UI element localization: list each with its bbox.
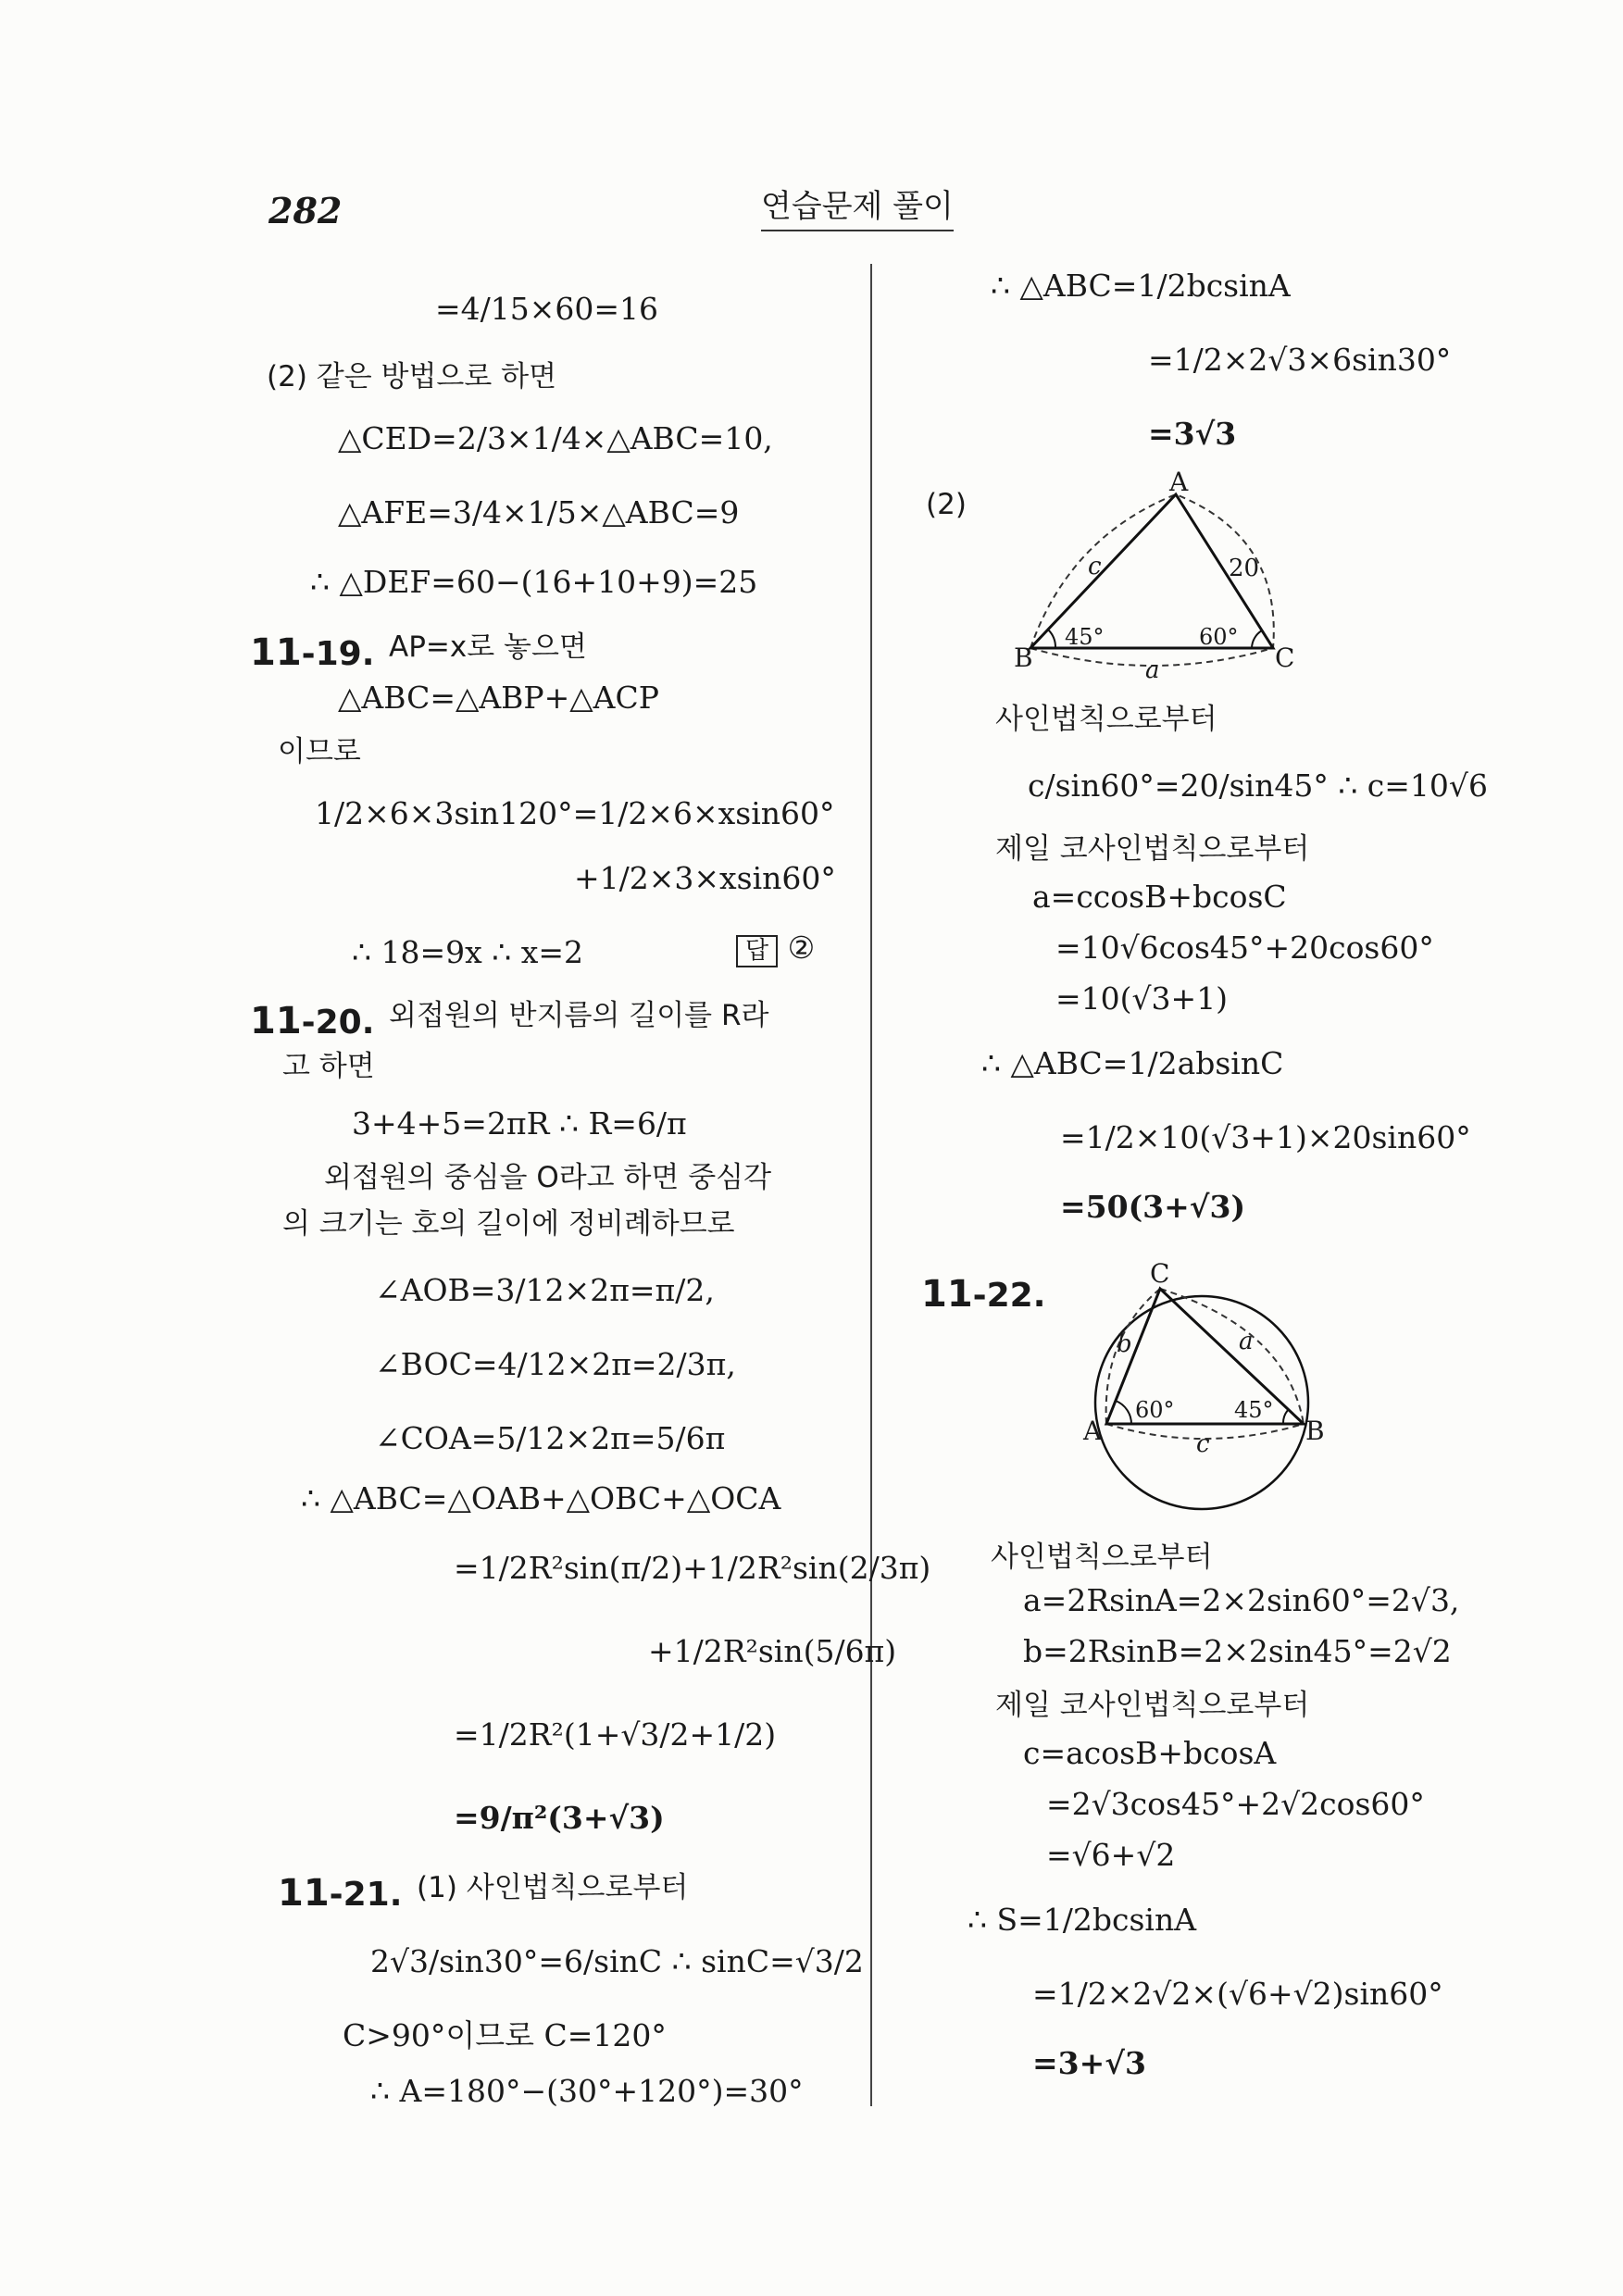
- triangle-figure-1: [1014, 467, 1310, 685]
- line: ∴ △ABC=1/2absinC: [981, 1045, 1284, 1081]
- line: =4/15×60=16: [435, 291, 659, 327]
- line: (2) 같은 방법으로 하면: [267, 360, 557, 393]
- line: =10(√3+1): [1055, 980, 1229, 1017]
- line: ∠COA=5/12×2π=5/6π: [375, 1420, 726, 1456]
- line: 제일 코사인법칙으로부터: [995, 832, 1310, 866]
- line: ∴ △DEF=60−(16+10+9)=25: [310, 564, 758, 600]
- angle-b-label: 45°: [1234, 1397, 1274, 1423]
- problem-number-11-21: 11-21.: [278, 1872, 403, 1915]
- line: 사인법칙으로부터: [991, 1541, 1213, 1574]
- line: 3+4+5=2πR ∴ R=6/π: [352, 1105, 687, 1142]
- line: 의 크기는 호의 길이에 정비례하므로: [282, 1207, 735, 1241]
- line: 2√3/sin30°=6/sinC ∴ sinC=√3/2: [370, 1943, 864, 1979]
- line: =1/2R²sin(π/2)+1/2R²sin(2/3π): [454, 1550, 931, 1586]
- line: ∴ 18=9x ∴ x=2: [352, 934, 583, 970]
- line: ∴ A=180°−(30°+120°)=30°: [370, 2073, 804, 2109]
- line: 1/2×6×3sin120°=1/2×6×xsin60°: [315, 795, 835, 831]
- line: a=ccosB+bcosC: [1032, 879, 1287, 915]
- problem-number-11-19: 11-19.: [250, 631, 375, 674]
- line: 외접원의 중심을 O라고 하면 중심각: [324, 1161, 772, 1194]
- vertex-b-label: B: [1305, 1416, 1325, 1446]
- line: a=2RsinA=2×2sin60°=2√3,: [1023, 1582, 1460, 1618]
- page-title: 연습문제 풀이: [761, 181, 954, 231]
- side-c-label: c: [1088, 553, 1102, 580]
- line: =√6+√2: [1046, 1837, 1176, 1873]
- line: =9/π²(3+√3): [454, 1800, 665, 1836]
- angle-b-label: 45°: [1065, 624, 1105, 650]
- line: △ABC=△ABP+△ACP: [338, 680, 659, 716]
- line: 제일 코사인법칙으로부터: [995, 1689, 1310, 1722]
- line: +1/2×3×xsin60°: [574, 860, 836, 896]
- angle-a-label: 60°: [1135, 1397, 1175, 1423]
- line: △AFE=3/4×1/5×△ABC=9: [338, 494, 740, 530]
- vertex-c-label: C: [1150, 1258, 1170, 1289]
- line: C>90°이므로 C=120°: [343, 2017, 667, 2053]
- line: b=2RsinB=2×2sin45°=2√2: [1023, 1633, 1452, 1669]
- line: c/sin60°=20/sin45° ∴ c=10√6: [1028, 767, 1488, 804]
- line: +1/2R²sin(5/6π): [648, 1633, 897, 1669]
- line: ∴ S=1/2bcsinA: [968, 1902, 1197, 1938]
- line: ∠AOB=3/12×2π=π/2,: [375, 1272, 715, 1308]
- answer-box: 답 ②: [736, 930, 815, 967]
- side-a-label: a: [1145, 656, 1160, 684]
- line: ∠BOC=4/12×2π=2/3π,: [375, 1346, 736, 1382]
- vertex-a-label: A: [1169, 467, 1189, 497]
- line: =3√3: [1148, 416, 1237, 452]
- line: =1/2×2√3×6sin30°: [1148, 342, 1452, 378]
- vertex-c-label: C: [1275, 643, 1295, 673]
- line: =2√3cos45°+2√2cos60°: [1046, 1786, 1425, 1822]
- line: =50(3+√3): [1060, 1189, 1246, 1225]
- line: =10√6cos45°+20cos60°: [1055, 930, 1434, 966]
- problem-number-11-22: 11-22.: [921, 1273, 1046, 1316]
- line: =1/2×10(√3+1)×20sin60°: [1060, 1119, 1471, 1155]
- angle-c-label: 60°: [1199, 624, 1239, 650]
- side-b-label: 20: [1229, 555, 1260, 582]
- side-a-label: a: [1239, 1328, 1254, 1355]
- line: =3+√3: [1032, 2045, 1146, 2081]
- line: =1/2R²(1+√3/2+1/2): [454, 1716, 777, 1753]
- vertex-a-label: A: [1083, 1416, 1103, 1446]
- column-divider: [870, 264, 872, 2106]
- side-c-label: c: [1196, 1430, 1210, 1458]
- vertex-b-label: B: [1014, 643, 1033, 673]
- page-number: 282: [268, 190, 343, 231]
- line: 이므로: [278, 735, 361, 768]
- side-b-label: b: [1117, 1330, 1132, 1358]
- triangle-in-circle-figure: [1065, 1258, 1342, 1509]
- line: △CED=2/3×1/4×△ABC=10,: [338, 420, 773, 456]
- line: (1) 사인법칙으로부터: [417, 1871, 689, 1904]
- line: =1/2×2√2×(√6+√2)sin60°: [1032, 1976, 1443, 2012]
- line: c=acosB+bcosA: [1023, 1735, 1277, 1771]
- line: 외접원의 반지름의 길이를 R라: [389, 999, 769, 1032]
- problem-number-11-20: 11-20.: [250, 1000, 375, 1042]
- line: ∴ △ABC=1/2bcsinA: [991, 268, 1291, 304]
- line: 고 하면: [282, 1050, 375, 1083]
- line: AP=x로 놓으면: [389, 630, 587, 664]
- line: ∴ △ABC=△OAB+△OBC+△OCA: [301, 1480, 781, 1516]
- line: 사인법칙으로부터: [995, 703, 1217, 736]
- line: (2): [926, 488, 967, 521]
